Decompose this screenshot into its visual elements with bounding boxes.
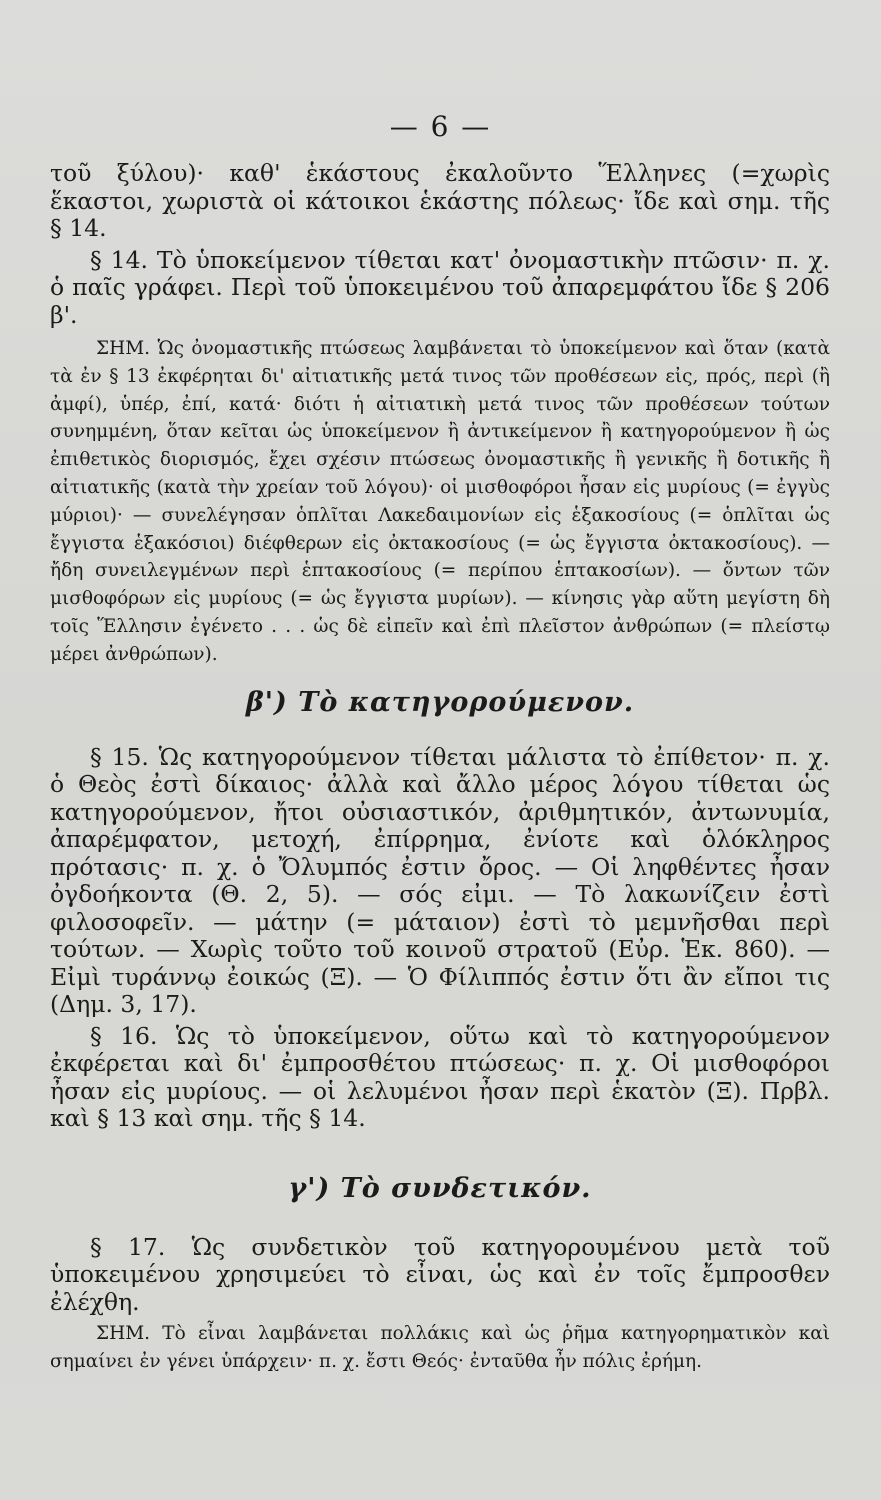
paragraph-section-16: § 16. Ὡς τὸ ὑποκείμενον, οὕτω καὶ τὸ κατηγορούμενον ἐκφέρεται καὶ δι' ἐμπροσθέτου πτώσεως· π. χ. Οἱ μισθοφόροι ἦσαν εἰς μυρίους. — οἱ λελυμένοι ἦσαν περὶ ἑκατὸν (Ξ). Πρβλ. καὶ § 13 καὶ σημ. τῆς § 14. xyxy=(50,1021,830,1133)
page-content xyxy=(50,160,830,1376)
heading-copula: γ') Τὸ συνδετικόν. xyxy=(288,1172,592,1204)
page-number: — 6 — xyxy=(389,110,492,143)
paragraph-section-17: § 17. Ὡς συνδετικὸν τοῦ κατηγορουμένου μετὰ τοῦ ὑποκειμένου χρησιμεύει τὸ εἶναι, ὡς καὶ ἐν τοῖς ἔμπροσθεν ἐλέχθη. xyxy=(50,1232,830,1316)
paragraph-section-14: § 14. Τὸ ὑποκείμενον τίθεται κατ' ὀνομαστικὴν πτῶσιν· π. χ. ὁ παῖς γράφει. Περὶ τοῦ ὑποκειμένου τοῦ ἀπαρεμφάτου ἴδε § 206 β'. xyxy=(50,245,830,329)
note-section-17: ΣΗΜ. Τὸ εἶναι λαμβάνεται πολλάκις καὶ ὡς ῥῆμα κατηγορηματικὸν καὶ σημαίνει ἐν γένει ὑπάρχειν· π. χ. ἔστι Θεός· ἐνταῦθα ἦν πόλις ἐρήμη. xyxy=(50,1323,830,1372)
note-section-14: ΣΗΜ. Ὡς ὀνομαστικῆς πτώσεως λαμβάνεται τὸ ὑποκείμενον καὶ ὅταν (κατὰ τὰ ἐν § 13 ἐκφέρηται δι' αἰτιατικῆς μετά τινος τῶν προθέσεων εἰς, πρός, περὶ (ἢ ἀμφί), ὑπέρ, ἐπί, κατά· διότι ἡ αἰτιατικὴ μετά τινος τῶν προθέσεων τούτων συνημμένη, ὅταν κεῖται ὡς ὑποκείμενον ἢ ἀντικείμενον ἢ κατηγορούμενον ἢ ὡς ἐπιθετικὸς διορισμός, ἔχει σχέσιν πτώσεως ὀνομαστικῆς ἢ γενικῆς ἢ δοτικῆς ἢ αἰτιατικῆς (κατὰ τὴν χρείαν τοῦ λόγου)· οἱ μισθοφόροι ἦσαν εἰς μυρίους (= ἐγγὺς μύριοι)· — συνελέγησαν ὁπλῖται Λακεδαιμονίων εἰς ἑξακοσίους (= ὁπλῖται ὡς ἔγγιστα ἑξακόσιοι) διέφθερων εἰς ὀκτακοσίους (= ὡς ἔγγιστα ὀκτακοσίους). — ἤδη συνειλεγμένων περὶ ἑπτακοσίους (= περίπου ἑπτακοσίων). — ὄντων τῶν μισθοφόρων εἰς μυρίους (= ὡς ἔγγιστα μυρίων). — κίνησις γὰρ αὕτη μεγίστη δὴ τοῖς Ἕλλησιν ἐγένετο . . . ὡς δὲ εἰπεῖν καὶ ἐπὶ πλεῖστον ἀνθρώπων (= πλείστῳ μέρει ἀνθρώπων). xyxy=(50,338,830,665)
paragraph-section-15: § 15. Ὡς κατηγορούμενον τίθεται μάλιστα τὸ ἐπίθετον· π. χ. ὁ Θεὸς ἐστὶ δίκαιος· ἀλλὰ καὶ ἄλλο μέρος λόγου τίθεται ὡς κατηγορούμενον, ἤτοι οὐσιαστικόν, ἀριθμητικόν, ἀντωνυμία, ἀπαρέμφατον, μετοχή, ἐπίρρημα, ἐνίοτε καὶ ὁλόκληρος πρότασις· π. χ. ὁ Ὄλυμπός ἐστιν ὄρος. — Οἱ ληφθέντες ἦσαν ὀγδοήκοντα (Θ. 2, 5). — σός εἰμι. — Τὸ λακωνίζειν ἐστὶ φιλοσοφεῖν. — μάτην (= μάταιον) ἐστὶ τὸ μεμνῆσθαι περὶ τούτων. — Χωρὶς τοῦτο τοῦ κοινοῦ στρατοῦ (Εὐρ. Ἑκ. 860). — Εἰμὶ τυράννῳ ἐοικώς (Ξ). — Ὁ Φίλιππός ἐστιν ὅτι ἂν εἴποι τις (Δημ. 3, 17). xyxy=(50,742,830,1019)
paragraph-continuation: τοῦ ξύλου)· καθ' ἑκάστους ἐκαλοῦντο Ἕλληνες (=χωρὶς ἕκαστοι, χωριστὰ οἱ κάτοικοι ἑκάστης πόλεως· ἴδε καὶ σημ. τῆς § 14. xyxy=(50,159,830,242)
heading-predicate: β') Τὸ κατηγορούμενον. xyxy=(245,686,635,718)
